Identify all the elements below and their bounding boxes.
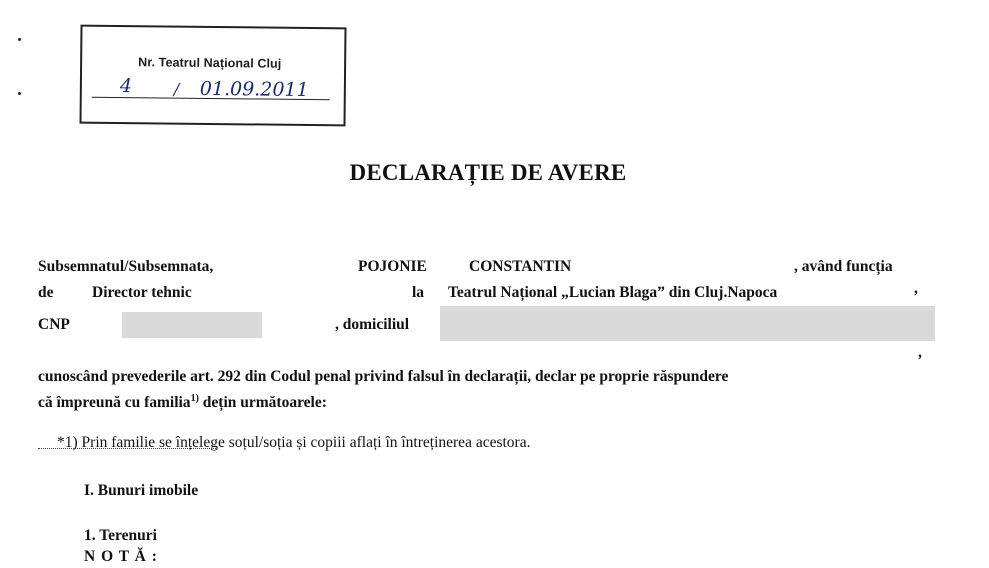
statement-line-1: cunoscând prevederile art. 292 din Codul penal privind falsul în declarații, declar pe proprie răspundere <box>38 368 729 385</box>
function-de: de <box>38 284 54 301</box>
domicile-label: , domiciliul <box>335 316 410 333</box>
institution-la: la <box>412 284 425 301</box>
domicile-redacted <box>440 306 935 341</box>
nota-label: N O T Ă : <box>84 548 158 565</box>
function-suffix: , având funcția <box>794 258 893 275</box>
stamp-date: 01.09.2011 <box>199 77 309 102</box>
declarant-first-name: POJONIE <box>358 258 427 275</box>
cnp-label: CNP <box>38 316 70 333</box>
stamp-separator: / <box>173 79 180 99</box>
footnote-ref: 1) <box>190 393 199 404</box>
cnp-redacted <box>122 312 262 338</box>
function-value: Director tehnic <box>92 284 192 301</box>
declarant-last-name: CONSTANTIN <box>469 258 572 275</box>
margin-dot-top <box>18 38 21 41</box>
institution-name: Teatrul Național „Lucian Blaga” din Cluj.Napoca <box>448 284 778 301</box>
page-title: DECLARAȚIE DE AVERE <box>349 160 627 185</box>
footnote-text: *1) Prin familie se înțelege soțul/soția și copiii aflați în întreținerea acestora. <box>57 434 531 451</box>
stamp-label: Nr. Teatrul Național Cluj <box>138 55 282 71</box>
statement-line-2: că împreună cu familia$^{1)}$ dețin următoarele: <box>38 393 327 412</box>
margin-dot-bottom <box>18 92 21 95</box>
domicile-comma: , <box>918 344 922 361</box>
stamp-number: 4 <box>119 75 133 98</box>
subsection-heading-land: 1. Terenuri <box>84 527 157 544</box>
section-heading-real-estate: I. Bunuri imobile <box>84 482 199 499</box>
declarant-lead: Subsemnatul/Subsemnata, <box>38 258 214 275</box>
institution-comma: , <box>914 280 918 297</box>
registration-stamp <box>79 25 346 127</box>
